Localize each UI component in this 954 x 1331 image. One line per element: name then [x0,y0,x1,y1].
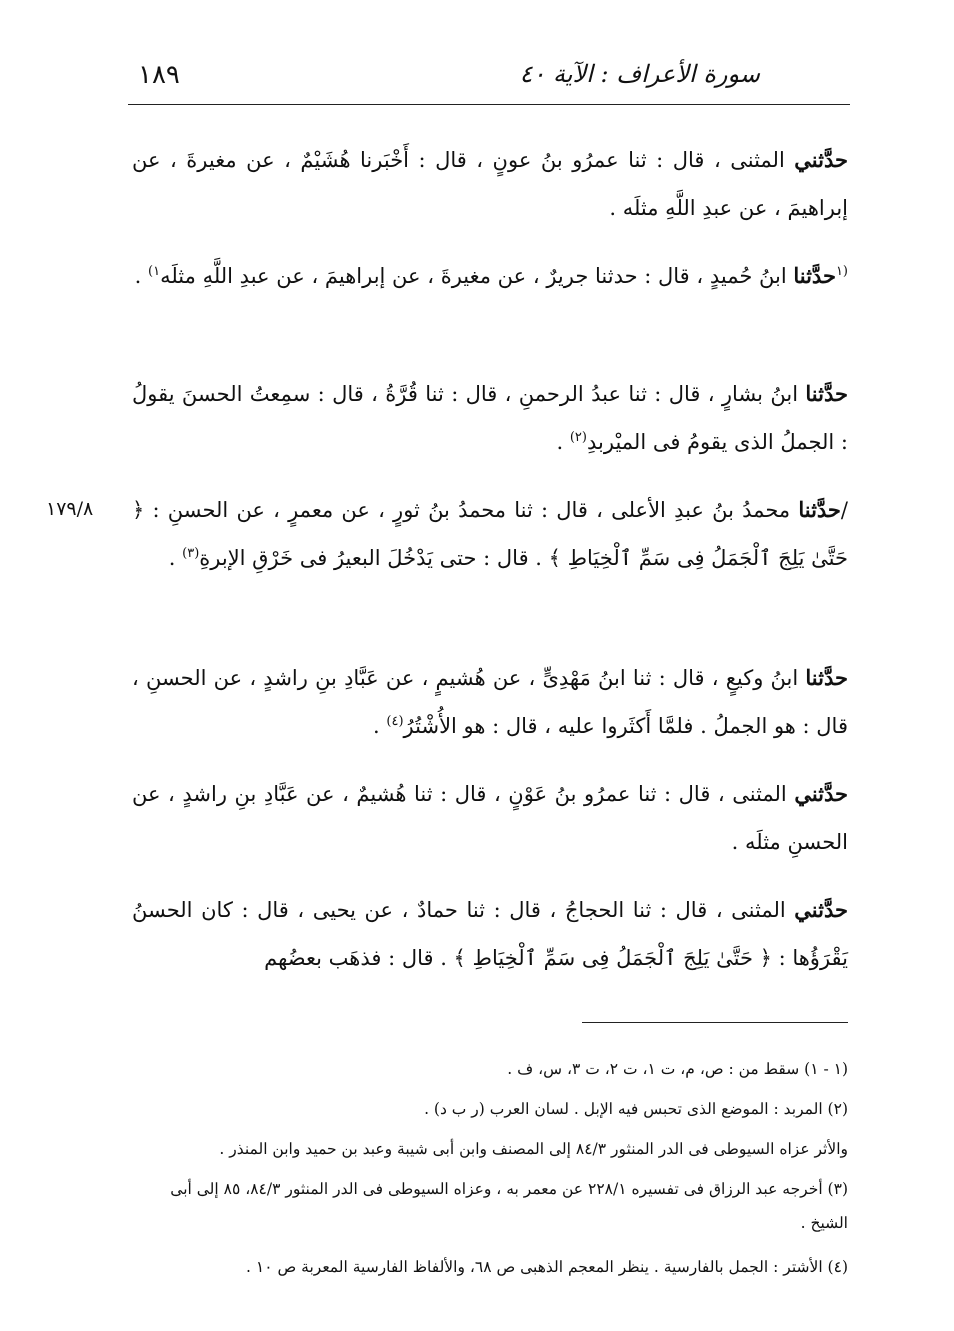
header-rule [128,104,850,105]
running-head: سورة الأعراف : الآية ٤٠ [519,60,760,88]
paragraph-intro: حدَّثني [794,147,848,172]
paragraph [132,886,848,982]
footnote-marker: (٣) [182,546,200,561]
footnote: (٢) المربد : الموضع الذى تحبس فيه الإبل . لسان العرب (ر ب د) . [424,1100,848,1118]
page-number: ١٨٩ [138,60,180,90]
paragraph-intro: حدَّثنا [805,381,848,406]
paragraph-intro: حدَّثني [794,781,849,806]
paragraph-text: ابنُ بشارٍ ، قال : ثنا عبدُ الرحمنِ ، قال : ثنا قُرَّةُ ، قال : سمِعتُ الحسنَ يقولُ : الجملُ الذى يقومُ فى الميْربدِ [132,382,848,454]
footnote: (٤) الأشتر : الجمل بالفارسية . ينظر المعجم الذهبى ص ٦٨، والألفاظ الفارسية المعربة ص ١٠ . [246,1258,848,1276]
folio-marker: / [840,498,848,522]
paragraph-text: المثنى ، قال : ثنا عمرُو بنُ عَوْنٍ ، قال : ثنا هُشيمٌ ، عن عَبَّادِ بنِ راشدٍ ، عن الحسنِ مثلَه . [132,782,848,854]
footnote-marker: ١) [148,264,161,279]
paragraph-intro: حدَّثنا [793,263,836,288]
paragraph [132,136,848,232]
paragraph-tail: . [556,430,570,454]
paragraph-tail: . [134,264,149,288]
footnote: (٣) أخرجه عبد الرزاق فى تفسيره ٢٢٨/١ عن معمر به ، وعزاه السيوطى فى الدر المنثور ٨٤/٣، ٨٥ إلى أبى الشيخ . [170,1180,848,1232]
footnote-marker: (٤) [386,714,404,729]
paragraph-tail: . [168,546,183,570]
footnote: والأثر عزاه السيوطى فى الدر المنثور ٨٤/٣ إلى المصنف وابن أبى شيبة وعبد بن حميد وابن المنذر . [219,1140,848,1158]
paragraph-text: ابنُ وكيعٍ ، قال : ثنا ابنُ مَهْدِىٍّ ، عن هُشيمٍ ، عن عَبَّادِ بنِ راشدٍ ، عن الحسنِ ، قال : هو الجملُ . فلمَّا أَكثَروا عليه ، قال : هو الأُشْتُرُ [132,666,848,738]
paragraph [132,370,848,466]
margin-reference: ١٧٩/٨ [46,498,94,520]
paragraph-tail: . [373,714,387,738]
footnote-start-marker: (١ [835,264,848,279]
paragraph-text: المثنى ، قال : ثنا عمرُو بنُ عونٍ ، قال : أَخْبَرنا هُشَيْمٌ ، عن مغيرةَ ، عن إبراهيمَ ، عن عبدِ اللَّهِ مثلَه . [132,148,848,220]
paragraph [132,252,848,300]
paragraph [132,486,848,582]
paragraph-text: محمدُ بنُ عبدِ الأعلى ، قال : ثنا محمدُ بنُ ثورٍ ، عن معمرٍ ، عن الحسنِ : ﴿ حَتَّىٰ يَلِجَ ٱلْجَمَلُ فِى سَمِّ ٱلْخِيَاطِ ﴾ . قال : حتى يَدْخُلَ البعيرُ فى خَرْقِ الإبرةِ [132,498,848,570]
paragraph-text: المثنى ، قال : ثنا الحجاجُ ، قال : ثنا حمادٌ ، عن يحيى ، قال : كان الحسنُ يَقْرَؤُها : ﴿ حَتَّىٰ يَلِجَ ٱلْجَمَلُ فِى سَمِّ ٱلْخِيَاطِ ﴾ . قال : فذهَب بعضُهم [132,898,848,970]
page-header [128,56,850,96]
footnote: (١ - ١) سقط من : ص، م، ت ١، ت ٢، ت ٣، س، ف . [507,1060,848,1078]
footnote-marker: (٢) [569,430,587,445]
footnote-rule [582,1022,848,1023]
paragraph [132,770,848,866]
paragraph-text: ابنُ حُميدٍ ، قال : حدثنا جريرٌ ، عن مغيرةَ ، عن إبراهيمَ ، عن عبدِ اللَّهِ مثلَه [160,264,794,288]
paragraph-intro: حدَّثنا [805,665,848,690]
paragraph-intro: حدَّثنا [798,497,841,522]
paragraph [132,654,848,750]
paragraph-intro: حدَّثني [794,897,848,922]
